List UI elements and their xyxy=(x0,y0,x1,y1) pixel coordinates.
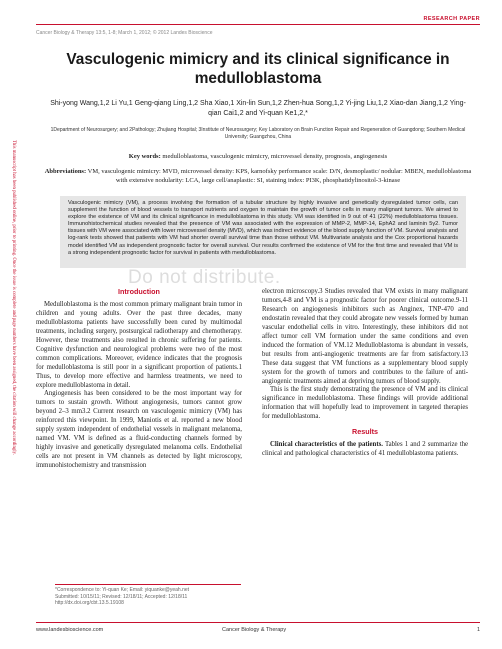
prepublication-notice: This manuscript has been published online, prior to printing. Once the issue is complete and page numbers have been assigned, the citation will change accordingly. xyxy=(11,140,16,455)
watermark: Do not distribute. xyxy=(128,267,281,288)
intro-paragraph-1: Medulloblastoma is the most common primary malignant brain tumor in children and young adults. Over the past three decades, many medulloblastoma patients have successfully been cured by multimodal treatments, including surgery, postsurgical radiotherapy and chemotherapy. However, these treatments also resulted in chronic suffering for patients. Cognitive dysfunction and neurological problems were two of the most common complications. Moreover, evidence indicates that the prognosis for medulloblastoma is still poor in a significant proportion of patients.1 Thus, to develop more effective and harmless treatments, we need to explore medulloblastoma in detail. xyxy=(36,300,242,389)
keywords-line xyxy=(40,153,476,162)
intro-paragraph-4: This is the first study demonstrating the presence of VM and its clinical significance in medulloblastoma. These findings will provide additional information that will hopefully lead to improvement in targeted therapies for medulloblastoma. xyxy=(262,386,468,421)
journal-citation: Cancer Biology & Therapy 13:5, 1-8; March 1, 2012; © 2012 Landes Bioscience xyxy=(36,30,213,36)
intro-paragraph-2: Angiogenesis has been considered to be the most important way for tumors to sustain growth. Without angiogenesis, tumors cannot grow beyond 2–3 mm3.2 Current research on vasculogenic mimicry (VM) has reinforced this viewpoint. In 1999, Maniotis et al. reported a new blood supply system independent of endothelial vessels in malignant melanoma, named VM. VM is defined as a fluid-conducting channels formed by highly invasive and genetically dysregulated melanoma cells. Endothelial cells are not present in VM channels as detected by light microscopy, immunohistochemistry and transmission xyxy=(36,390,242,470)
section-heading-introduction: Introduction xyxy=(118,287,160,296)
keywords-text: medulloblastoma, vasculogenic mimicry, microvessel density, prognosis, angiogenesis xyxy=(162,153,388,160)
right-column xyxy=(262,288,468,459)
keywords-label: Key words: xyxy=(128,153,161,160)
abstract-box xyxy=(60,196,466,268)
footer-website-link[interactable]: www.landesbioscience.com xyxy=(36,627,104,633)
article-title: Vasculogenic mimicry and its clinical significance in medulloblastoma xyxy=(66,51,450,87)
footer-rule xyxy=(36,622,480,623)
abbreviations-line xyxy=(40,168,476,185)
results-text: Tables 1 and 2 summarize the clinical and pathological characteristics of 41 medulloblastoma patients. xyxy=(262,441,469,458)
page-number: 1 xyxy=(476,627,480,633)
affiliations: 1Department of Neurosurgery; and 2Pathology; Zhujiang Hospital; 3Institute of Neurosurgery; Key Laboratory on Brain Function Repair and Regeneration of Guangdong; Southern Medical University; Guangzhou, China xyxy=(50,127,466,140)
correspondence-line: *Correspondence to: Yi-quan Ke; Email: yiquanke@yeah.net xyxy=(55,587,190,593)
correspondence-box xyxy=(55,584,241,624)
abbreviations-label: Abbreviations: xyxy=(44,168,87,175)
header-rule xyxy=(36,24,480,25)
author-list: Shi-yong Wang,1,2 Li Yu,1 Geng-qiang Ling,1,2 Sha Xiao,1 Xin-lin Sun,1,2 Zhen-hua Song,1,2 Yi-jing Liu,1,2 Xiao-dan Jiang,1,2 Ying-qian Cai1,2 and Yi-quan Ke1,2,* xyxy=(50,100,466,117)
footer-journal-name: Cancer Biology & Therapy xyxy=(222,627,287,633)
article-type-label: RESEARCH PAPER xyxy=(423,16,480,22)
doi-link[interactable]: http://dx.doi.org/cbt.13.5.19108 xyxy=(55,600,124,606)
submission-dates: Submitted: 10/15/11; Revised: 12/18/11; Accepted: 12/18/11 xyxy=(55,593,188,600)
results-paragraph-1 xyxy=(262,441,468,459)
section-heading-results: Results xyxy=(352,427,378,437)
abstract-text: Vasculogenic mimicry (VM), a process involving the formation of a tubular structure by highly invasive and genetically dysregulated tumor cells, can supplement the function of blood vessels to transport nutrients and oxygen to maintain the growth of tumor cells in many malignant tumors. We aimed to explore the existence of VM and its clinical significance in medulloblastoma in this study. VM was identified in 9 out of 41 (22%) medulloblastoma tissues. Immunohistochemical studies revealed that the presence of VM was associated with the expression of MMP-2, MMP-14, EphA2 and laminin 5γ2. Tumor tissues with VM were associated with lower microvessel density (MVD), which was indirect evidence of the blood supply function of VM. Survival analysis and log-rank tests showed that patients with VM had shorter overall survival time than those without VM. Multivariate analysis and the Cox proportional hazards model identified VM as independent prognostic factor for overall survival. Our results confirmed the existence of VM for the first time and revealed that VM is a strong independent prognostic factor for survival in patients with medulloblastoma. xyxy=(68,200,458,256)
abbreviations-text: VM, vasculogenic mimicry: MVD, microvessel density: KPS, karnofsky performance scale: D/N, desmoplastic/ nodular: MBEN, medulloblastoma with extensive nodularity: LCA, large cell/anaplastic: SI, staining index: PI3K, phosphatidylinositol-3-kinase xyxy=(87,168,472,184)
intro-paragraph-3: electron microscopy.3 Studies revealed that VM exists in many malignant tumors,4-8 and VM is a prognostic factor for poorer clinical outcome.9-11 Research on angiogenesis inhibitors such as Anginex, TNP-470 and endostatin revealed that they could abrogate new vessels formed by human vascular endothelial cells in vitro. Interestingly, these inhibitors did not affect tumor cell VM formation under the same conditions and even induced the formation of VM.12 Medulloblastoma is abundant in vessels, but results from anti-angiogenic treatments are far from satisfactory.13 These data suggest that VM functions as a supplementary blood supply system for the growth of tumors and contributes to the failure of anti-angiogenic treatments aimed at depriving tumors of blood supply. xyxy=(262,288,468,385)
left-column xyxy=(36,288,242,471)
results-subheading: Clinical characteristics of the patients. xyxy=(270,441,383,449)
